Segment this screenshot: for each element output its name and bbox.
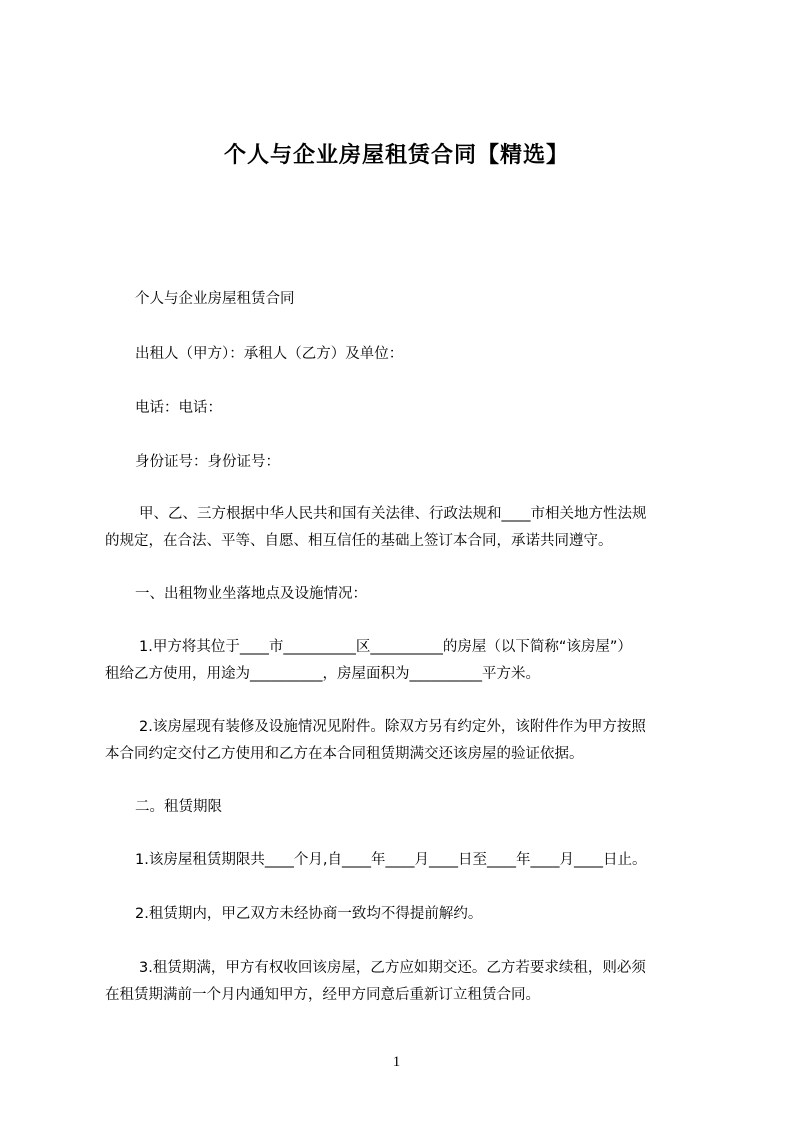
section-2-item-1: 1.该房屋租赁期限共____个月,自____年____月____日至____年____月____日止。 xyxy=(135,852,647,868)
id-number-line: 身份证号：身份证号： xyxy=(135,454,280,470)
s2-item3-line-2: 在租赁期满前一个月内通知甲方，经甲方同意后重新订立租赁合同。 xyxy=(105,987,540,1003)
section-2-item-2: 2.租赁期内，甲乙双方未经协商一致均不得提前解约。 xyxy=(135,906,483,922)
section-2-item-3 xyxy=(105,955,705,1009)
parties-line: 出租人（甲方）：承租人（乙方）及单位： xyxy=(135,346,404,362)
s1-item2-line-2: 本合同约定交付乙方使用和乙方在本合同租赁期满交还该房屋的验证依据。 xyxy=(105,746,584,762)
document-title: 个人与企业房屋租赁合同【精选】 xyxy=(223,143,569,168)
preamble-line-2: 的规定，在合法、平等、自愿、相互信任的基础上签订本合同，承诺共同遵守。 xyxy=(105,533,613,549)
contract-subtitle: 个人与企业房屋租赁合同 xyxy=(135,291,295,307)
s1-item1-line-2: 租给乙方使用，用途为__________，房屋面积为__________平方米。 xyxy=(105,666,540,682)
preamble-line-1: 甲、乙、三方根据中华人民共和国有关法律、行政法规和____市相关地方性法规 xyxy=(139,506,647,522)
section-1-item-2 xyxy=(105,714,705,768)
section-1-item-1 xyxy=(105,634,705,688)
section-2-heading: 二。租赁期限 xyxy=(135,799,222,815)
page-number: 1 xyxy=(392,1054,401,1070)
s2-item3-line-1: 3.租赁期满，甲方有权收回该房屋，乙方应如期交还。乙方若要求续租，则必须 xyxy=(139,960,646,976)
section-1-heading: 一、出租物业坐落地点及设施情况： xyxy=(135,586,367,602)
s1-item1-line-1: 1.甲方将其位于____市__________区__________的房屋（以下简称“该房屋”） xyxy=(139,639,632,655)
s1-item2-line-1: 2.该房屋现有装修及设施情况见附件。除双方另有约定外，该附件作为甲方按照 xyxy=(139,719,646,735)
preamble-paragraph xyxy=(105,501,705,555)
phone-line: 电话：电话： xyxy=(135,400,222,416)
